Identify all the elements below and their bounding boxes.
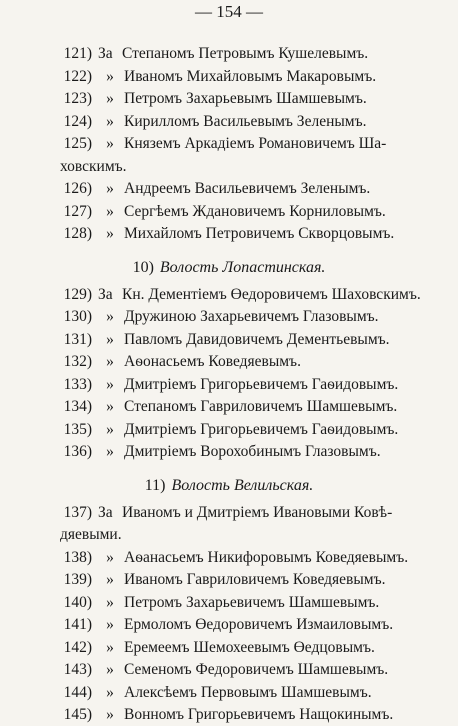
entry-prefix: » [106,638,114,656]
entry-number: 140) [63,593,92,611]
section-heading [0,256,458,280]
entry-number: 133) [63,375,92,393]
list-item [0,133,458,155]
entry-text: Княземъ Аркадіемъ Романовичемъ Ша- [124,135,387,152]
entry-number: 130) [63,308,92,325]
entry-prefix: » [106,548,114,566]
entry-prefix: » [106,683,114,701]
entry-text: Степаномъ Гавриловичемъ Шамшевымъ. [124,398,398,415]
entry-prefix: » [106,67,114,85]
entry-text: Семеномъ Федоровичемъ Шамшевымъ. [124,661,389,678]
entry-number: 137) [63,503,92,521]
entry-text: Дмитріемъ Григорьевичемъ Гаѳидовымъ. [124,375,399,393]
entry-number: 127) [63,202,92,220]
list-item [0,43,458,65]
entry-number: 144) [63,683,92,701]
entry-number: 135) [63,420,92,438]
entry-prefix: » [106,593,114,611]
section-number: 10) [132,258,154,276]
list-item [0,614,458,636]
entry-continuation: ховскимъ. [60,157,127,175]
entry-number: 126) [63,180,92,197]
entry-prefix: » [106,90,114,107]
list-item [0,547,458,569]
entry-text: Вонномъ Григорьевичемъ Нащокинымъ. [124,706,394,723]
entry-prefix: » [106,353,114,370]
entry-prefix: » [106,330,114,348]
entry-number: 142) [63,638,92,656]
entry-prefix: За [98,285,113,303]
entry-prefix: » [106,571,114,588]
list-item [0,592,458,614]
entry-prefix: » [106,420,114,438]
entry-prefix: » [106,661,114,678]
entry-text: Алексѣемъ Первовымъ Шамшевымъ. [124,683,372,701]
entry-text: Петромъ Захарьевымъ Шамшевымъ. [124,90,367,107]
entry-prefix: » [106,180,114,197]
entry-text: Степаномъ Петровымъ Кушелевымъ. [122,45,369,62]
entry-prefix: » [106,225,114,242]
list-item [0,88,458,110]
list-item [0,396,458,418]
section-heading [0,474,458,498]
entry-prefix: » [106,135,114,152]
entry-text: Петромъ Захарьевичемъ Шамшевымъ. [124,593,380,611]
list-item [0,682,458,704]
entry-prefix: » [106,616,114,633]
entry-text: Еремеемъ Шемохеевымъ Өедцовымъ. [124,638,375,656]
entry-number: 125) [63,135,92,152]
entry-text: Павломъ Давидовичемъ Дементьевымъ. [124,330,390,348]
entry-prefix: » [106,443,114,460]
section-number: 11) [144,476,166,494]
entry-text: Сергѣемъ Ждановичемъ Корниловымъ. [124,202,386,220]
entry-number: 121) [63,45,92,62]
list-item [0,223,458,245]
entry-text: Дружиною Захарьевичемъ Глазовымъ. [124,308,379,325]
entry-prefix: » [106,398,114,415]
list-item [0,284,458,306]
list-item-continuation [0,156,458,178]
entry-number: 132) [63,353,92,370]
entry-text: Андреемъ Васильевичемъ Зеленымъ. [124,180,371,197]
list-item [0,419,458,441]
list-item [0,441,458,463]
entry-prefix: За [98,45,113,62]
entry-number: 138) [63,548,92,566]
entry-number: 123) [63,90,92,107]
entry-text: Иваномъ Гавриловичемъ Коведяевымъ. [124,571,386,588]
section-title: Волость Лопастинская. [159,258,326,276]
entry-continuation: дяевыми. [60,526,122,543]
entry-text: Кирилломъ Васильевымъ Зеленымъ. [124,112,367,130]
entry-prefix: » [106,308,114,325]
list-item [0,201,458,223]
entry-number: 145) [63,706,92,723]
entry-number: 141) [63,616,92,633]
list-item [0,351,458,373]
entry-text: Иваномъ и Дмитріемъ Ивановыми Ковѣ- [122,503,393,521]
entry-text: Аѳонасьемъ Коведяевымъ. [124,353,301,370]
entry-prefix: » [106,112,114,130]
entry-text: Аѳанасьемъ Никифоровымъ Коведяевымъ. [124,548,409,566]
list-item [0,306,458,328]
entry-number: 128) [63,225,92,242]
entry-number: 136) [63,443,92,460]
entry-number: 122) [63,67,92,85]
entry-number: 131) [63,330,92,348]
list-item [0,329,458,351]
entry-prefix: » [106,202,114,220]
entry-number: 129) [63,285,92,303]
page-number: — 154 — [195,2,263,21]
list-item [0,637,458,659]
entry-text: Иваномъ Михайловымъ Макаровымъ. [124,67,377,85]
entry-prefix: » [106,706,114,723]
list-item [0,704,458,726]
entry-text: Дмитріемъ Григорьевичемъ Гаѳидовымъ. [124,420,399,438]
entry-number: 124) [63,112,92,130]
entry-prefix: » [106,375,114,393]
entry-number: 143) [63,661,92,678]
section-title: Волость Велильская. [171,476,314,494]
entry-text: Ермоломъ Өедоровичемъ Измаиловымъ. [124,616,394,633]
list-item [0,569,458,591]
list-item [0,178,458,200]
entry-number: 134) [63,398,92,415]
entry-prefix: За [98,503,113,521]
list-item [0,66,458,88]
list-item [0,374,458,396]
list-item-continuation [0,524,458,546]
list-item [0,659,458,681]
entry-text: Михайломъ Петровичемъ Скворцовымъ. [124,225,395,242]
list-item [0,502,458,524]
entry-text: Кн. Дементіемъ Өедоровичемъ Шаховскимъ. [122,285,421,303]
list-item [0,111,458,133]
entry-number: 139) [63,571,92,588]
entry-text: Дмитріемъ Ворохобинымъ Глазовымъ. [124,443,381,460]
